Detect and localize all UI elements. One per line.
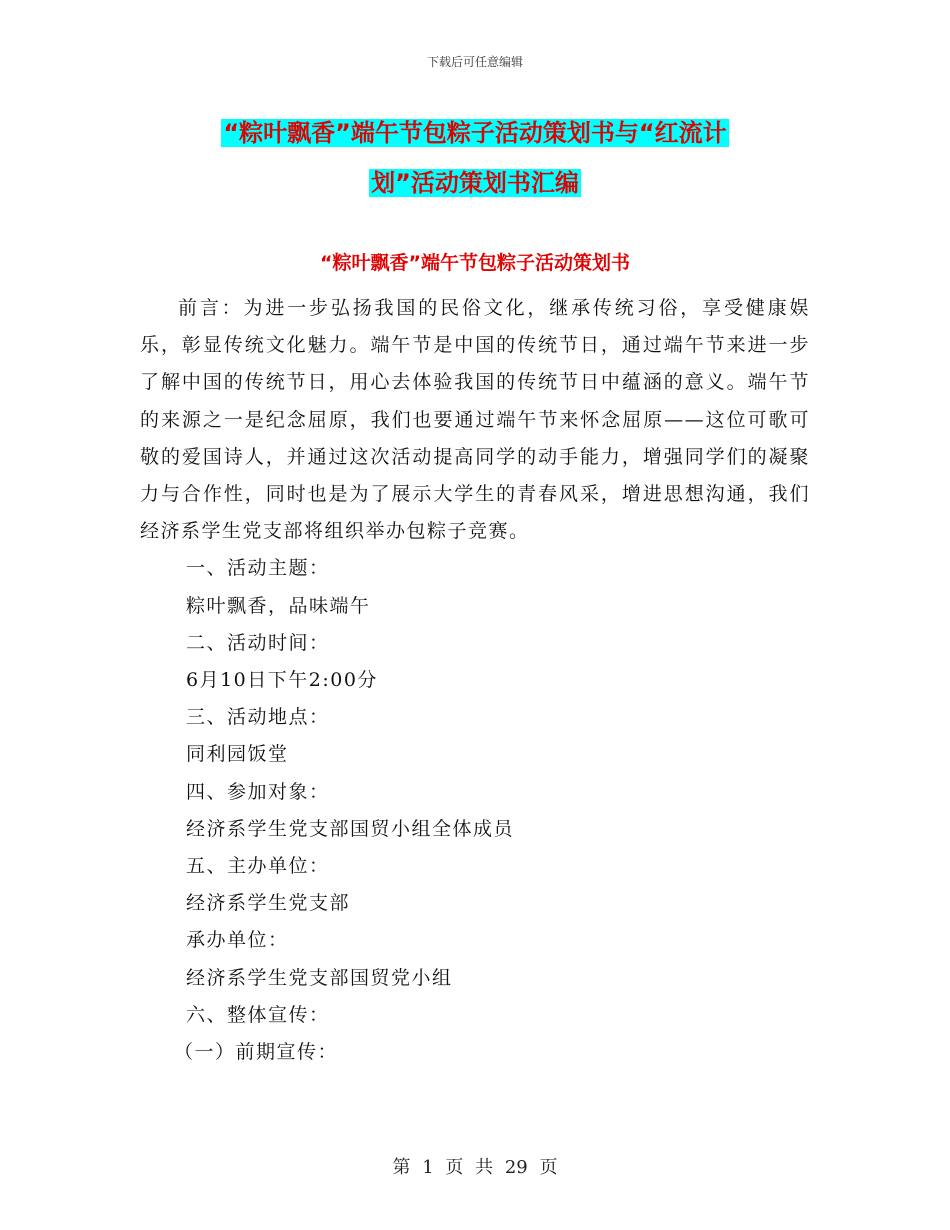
host-value: 经济系学生党支部国贸党小组 bbox=[186, 966, 453, 989]
body-text bbox=[140, 290, 810, 1071]
title-line-2: 划”活动策划书汇编 bbox=[371, 169, 579, 197]
organizer-value: 经济系学生党支部 bbox=[186, 892, 351, 915]
heading-time: 二、活动时间： bbox=[186, 631, 330, 654]
heading-organizer: 五、主办单位： bbox=[186, 855, 330, 878]
header-note: 下载后可任意编辑 bbox=[426, 55, 523, 69]
heading-early-publicity: （一）前期宣传： bbox=[174, 1041, 339, 1064]
theme-value: 粽叶飘香，品味端午 bbox=[186, 594, 371, 617]
intro-paragraph: 前言：为进一步弘扬我国的民俗文化，继承传统习俗，享受健康娱乐，彰显传统文化魅力。端午节是中国的传统节日，通过端午节来进一步了解中国的传统节日，用心去体验我国的传统节日中蕴涵的意义。端午节的来源之一是纪念屈原，我们也要通过端午节来怀念屈原——这位可歌可敬的爱国诗人，并通过这次活动提高同学的动手能力，增强同学们的凝聚力与合作性，同时也是为了展示大学生的青春风采，增进思想沟通，我们经济系学生党支部将组织举办包粽子竞赛。 bbox=[140, 297, 810, 543]
heading-participants: 四、参加对象： bbox=[186, 780, 330, 803]
page-footer: 第 1 页 共 29 页 bbox=[392, 1157, 558, 1178]
heading-publicity: 六、整体宣传： bbox=[186, 1003, 330, 1026]
participants-value: 经济系学生党支部国贸小组全体成员 bbox=[186, 817, 515, 840]
time-value: 6月10日下午2:00分 bbox=[186, 669, 378, 692]
heading-host: 承办单位： bbox=[186, 929, 289, 952]
document-title bbox=[140, 108, 810, 208]
location-value: 同利园饭堂 bbox=[186, 743, 289, 766]
title-line-1: “粽叶飘香”端午节包粽子活动策划书与“红流计 bbox=[223, 119, 727, 147]
section-title: “粽叶飘香”端午节包粽子活动策划书 bbox=[320, 252, 630, 274]
heading-location: 三、活动地点： bbox=[186, 706, 330, 729]
heading-theme: 一、活动主题： bbox=[186, 557, 330, 580]
